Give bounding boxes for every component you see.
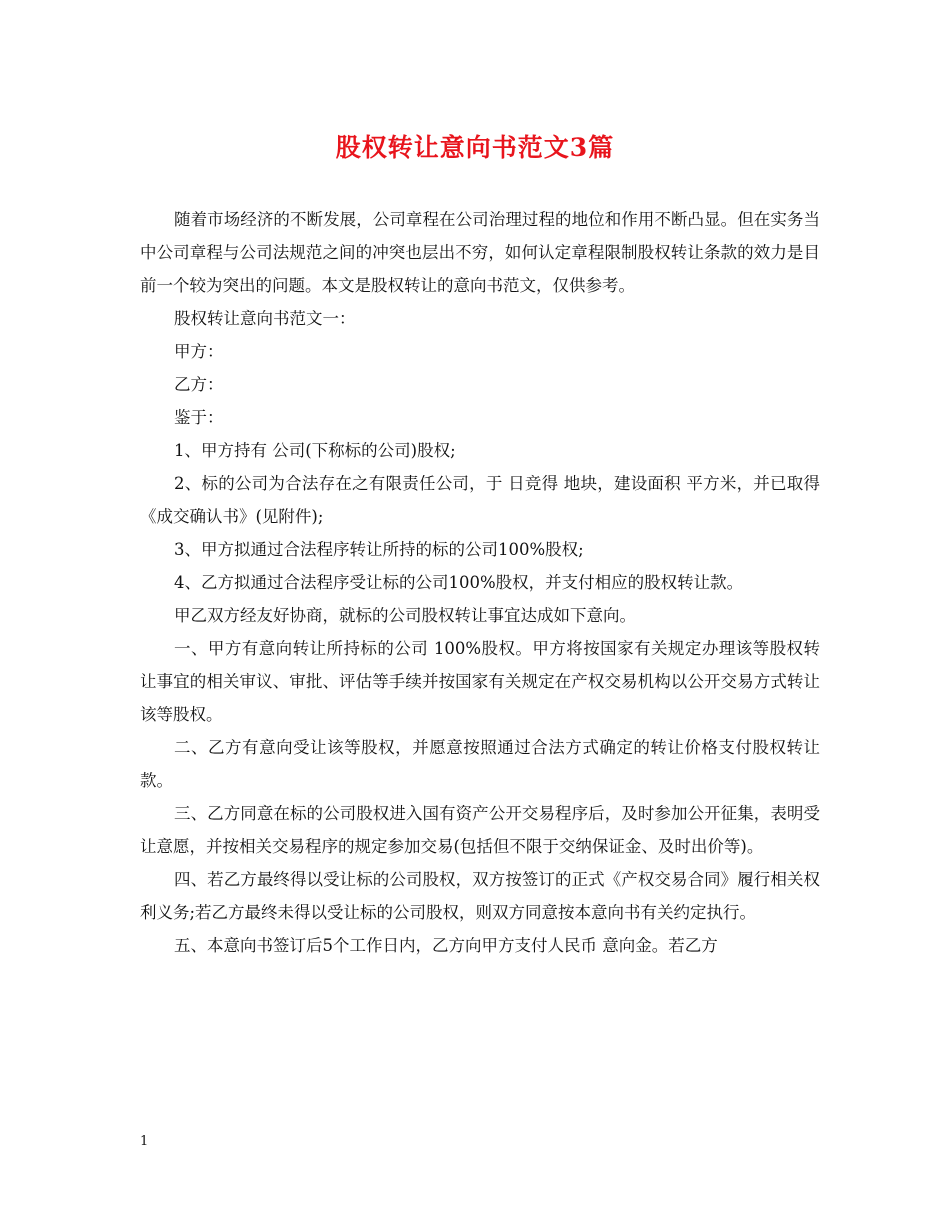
clause-2: 二、乙方有意向受让该等股权，并愿意按照通过合法方式确定的转让价格支付股权转让款。	[140, 738, 820, 790]
recital-3: 3、甲方拟通过合法程序转让所持的标的公司100%股权;	[174, 540, 584, 559]
document-body	[140, 203, 820, 962]
sample-heading: 股权转让意向书范文一：	[174, 309, 356, 328]
party-a-line: 甲方：	[174, 342, 224, 361]
page-number: 1	[140, 1134, 149, 1149]
recital-4: 4、乙方拟通过合法程序受让标的公司100%股权，并支付相应的股权转让款。	[174, 573, 744, 592]
clause-3: 三、乙方同意在标的公司股权进入国有资产公开交易程序后，及时参加公开征集，表明受让意愿，并按相关交易程序的规定参加交易(包括但不限于交纳保证金、及时出价等)。	[140, 804, 820, 856]
clause-4: 四、若乙方最终得以受让标的公司股权，双方按签订的正式《产权交易合同》履行相关权利义务;若乙方最终未得以受让标的公司股权，则双方同意按本意向书有关约定执行。	[140, 870, 820, 922]
party-b-line: 乙方：	[174, 375, 224, 394]
whereas-line: 鉴于：	[174, 408, 224, 427]
agreement-intro: 甲乙双方经友好协商，就标的公司股权转让事宜达成如下意向。	[174, 606, 636, 625]
document-title: 股权转让意向书范文3篇	[335, 133, 615, 162]
intro-paragraph: 随着市场经济的不断发展，公司章程在公司治理过程的地位和作用不断凸显。但在实务当中公司章程与公司法规范之间的冲突也层出不穷，如何认定章程限制股权转让条款的效力是目前一个较为突出的问题。本文是股权转让的意向书范文，仅供参考。	[140, 210, 820, 295]
recital-1: 1、甲方持有 公司(下称标的公司)股权;	[174, 441, 456, 460]
clause-5: 五、本意向书签订后5个工作日内，乙方向甲方支付人民币 意向金。若乙方	[174, 936, 718, 955]
recital-2: 2、标的公司为合法存在之有限责任公司，于 日竞得 地块，建设面积 平方米，并已取得《成交确认书》(见附件);	[140, 474, 820, 526]
clause-1: 一、甲方有意向转让所持标的公司 100%股权。甲方将按国家有关规定办理该等股权转让事宜的相关审议、审批、评估等手续并按国家有关规定在产权交易机构以公开交易方式转让该等股权。	[140, 639, 820, 724]
